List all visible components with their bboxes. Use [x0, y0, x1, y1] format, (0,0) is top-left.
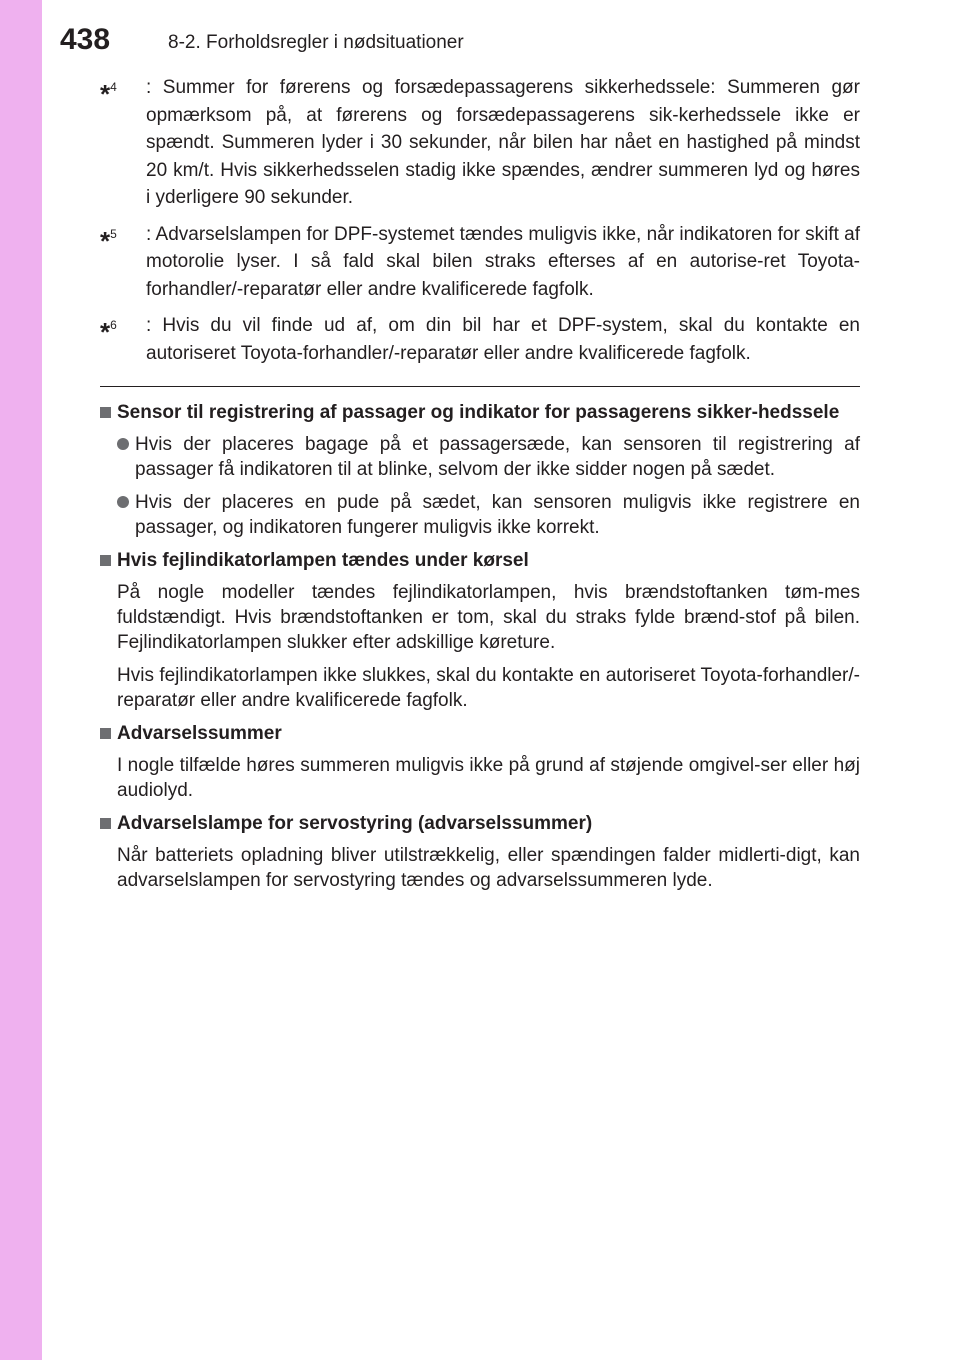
square-bullet-icon: [100, 818, 111, 829]
section-heading-malfunction-lamp: Hvis fejlindikatorlampen tændes under kørsel: [100, 548, 860, 573]
list-item: Hvis der placeres en pude på sædet, kan sensoren muligvis ikke registrere en passager, og indikatoren fungerer muligvis ikke korrekt.: [117, 490, 860, 540]
paragraph: Når batteriets opladning bliver utilstrækkelig, eller spændingen falder midlerti-digt, kan advarselslampen for servostyring tændes og advarselssummeren lyde.: [117, 845, 860, 891]
footnote-text: : Hvis du vil finde ud af, om din bil har et DPF-system, skal du kontakte en autoriseret Toyota-forhandler/-reparatør eller andre kvalificerede fagfolk.: [146, 315, 860, 364]
footnote-text: : Advarselslampen for DPF-systemet tændes muligvis ikke, når indikatoren for skift af motorolie lyser. I så fald skal bilen straks efterses af en autorise-ret Toyota-forhandler/-reparatør eller andre kvalificerede fagfolk.: [146, 223, 860, 300]
section-heading-passenger-sensor: Sensor til registrering af passager og indikator for passagerens sikker-hedssele: [100, 400, 860, 425]
paragraph: I nogle tilfælde høres summeren muligvis ikke på grund af støjende omgivel-ser eller høj audiolyd.: [117, 755, 860, 801]
main-content: [100, 400, 860, 901]
footnote-text: : Summer for førerens og forsædepassagerens sikkerhedssele: Summeren gør opmærksom på, at førerens og forsædepassagerens sik-kerhedssele ikke er spændt. Summeren lyder i 30 sekunder, når bilen har nået en hastighed på mindst 20 km/t. Hvis sikkerhedsselen stadig ikke spændes, ændrer summeren lyd og høres i yderligere 90 sekunder.: [146, 77, 860, 208]
chapter-title: 8-2. Forholdsregler i nødsituationer: [168, 32, 464, 53]
list-item: Hvis der placeres bagage på et passagersæde, kan sensoren til registrering af passager få indikatoren til at blinke, selvom der ikke sidder nogen på sædet.: [117, 432, 860, 482]
square-bullet-icon: [100, 555, 111, 566]
footnote-marker: *$^4$: [100, 79, 117, 109]
section-heading-warning-buzzer: Advarselssummer: [100, 721, 860, 746]
footnote-4: [100, 74, 860, 212]
page-number: 438: [60, 23, 111, 56]
square-bullet-icon: [100, 407, 111, 418]
section-divider: [100, 386, 860, 387]
footnote-5: [100, 221, 860, 304]
footnotes: [100, 74, 860, 376]
paragraph: Hvis fejlindikatorlampen ikke slukkes, skal du kontakte en autoriseret Toyota-forhandler/-reparatør eller andre kvalificerede fagfolk.: [117, 665, 860, 711]
circle-bullet-icon: [117, 496, 129, 508]
footnote-marker: *$^5$: [100, 225, 117, 256]
circle-bullet-icon: [117, 438, 129, 450]
chapter-sidebar-tab: [0, 0, 42, 1360]
footnote-marker: *$^6$: [100, 317, 117, 347]
paragraph: På nogle modeller tændes fejlindikatorlampen, hvis brændstoftanken tøm-mes fuldstændigt. Hvis brændstoftanken er tom, skal du straks fylde brænd-stof på bilen. Fejlindikatorlampen slukker efter adskillige køreture.: [117, 582, 860, 653]
footnote-6: [100, 312, 860, 367]
square-bullet-icon: [100, 728, 111, 739]
section-heading-power-steering-lamp: Advarselslampe for servostyring (advarselssummer): [100, 811, 860, 836]
